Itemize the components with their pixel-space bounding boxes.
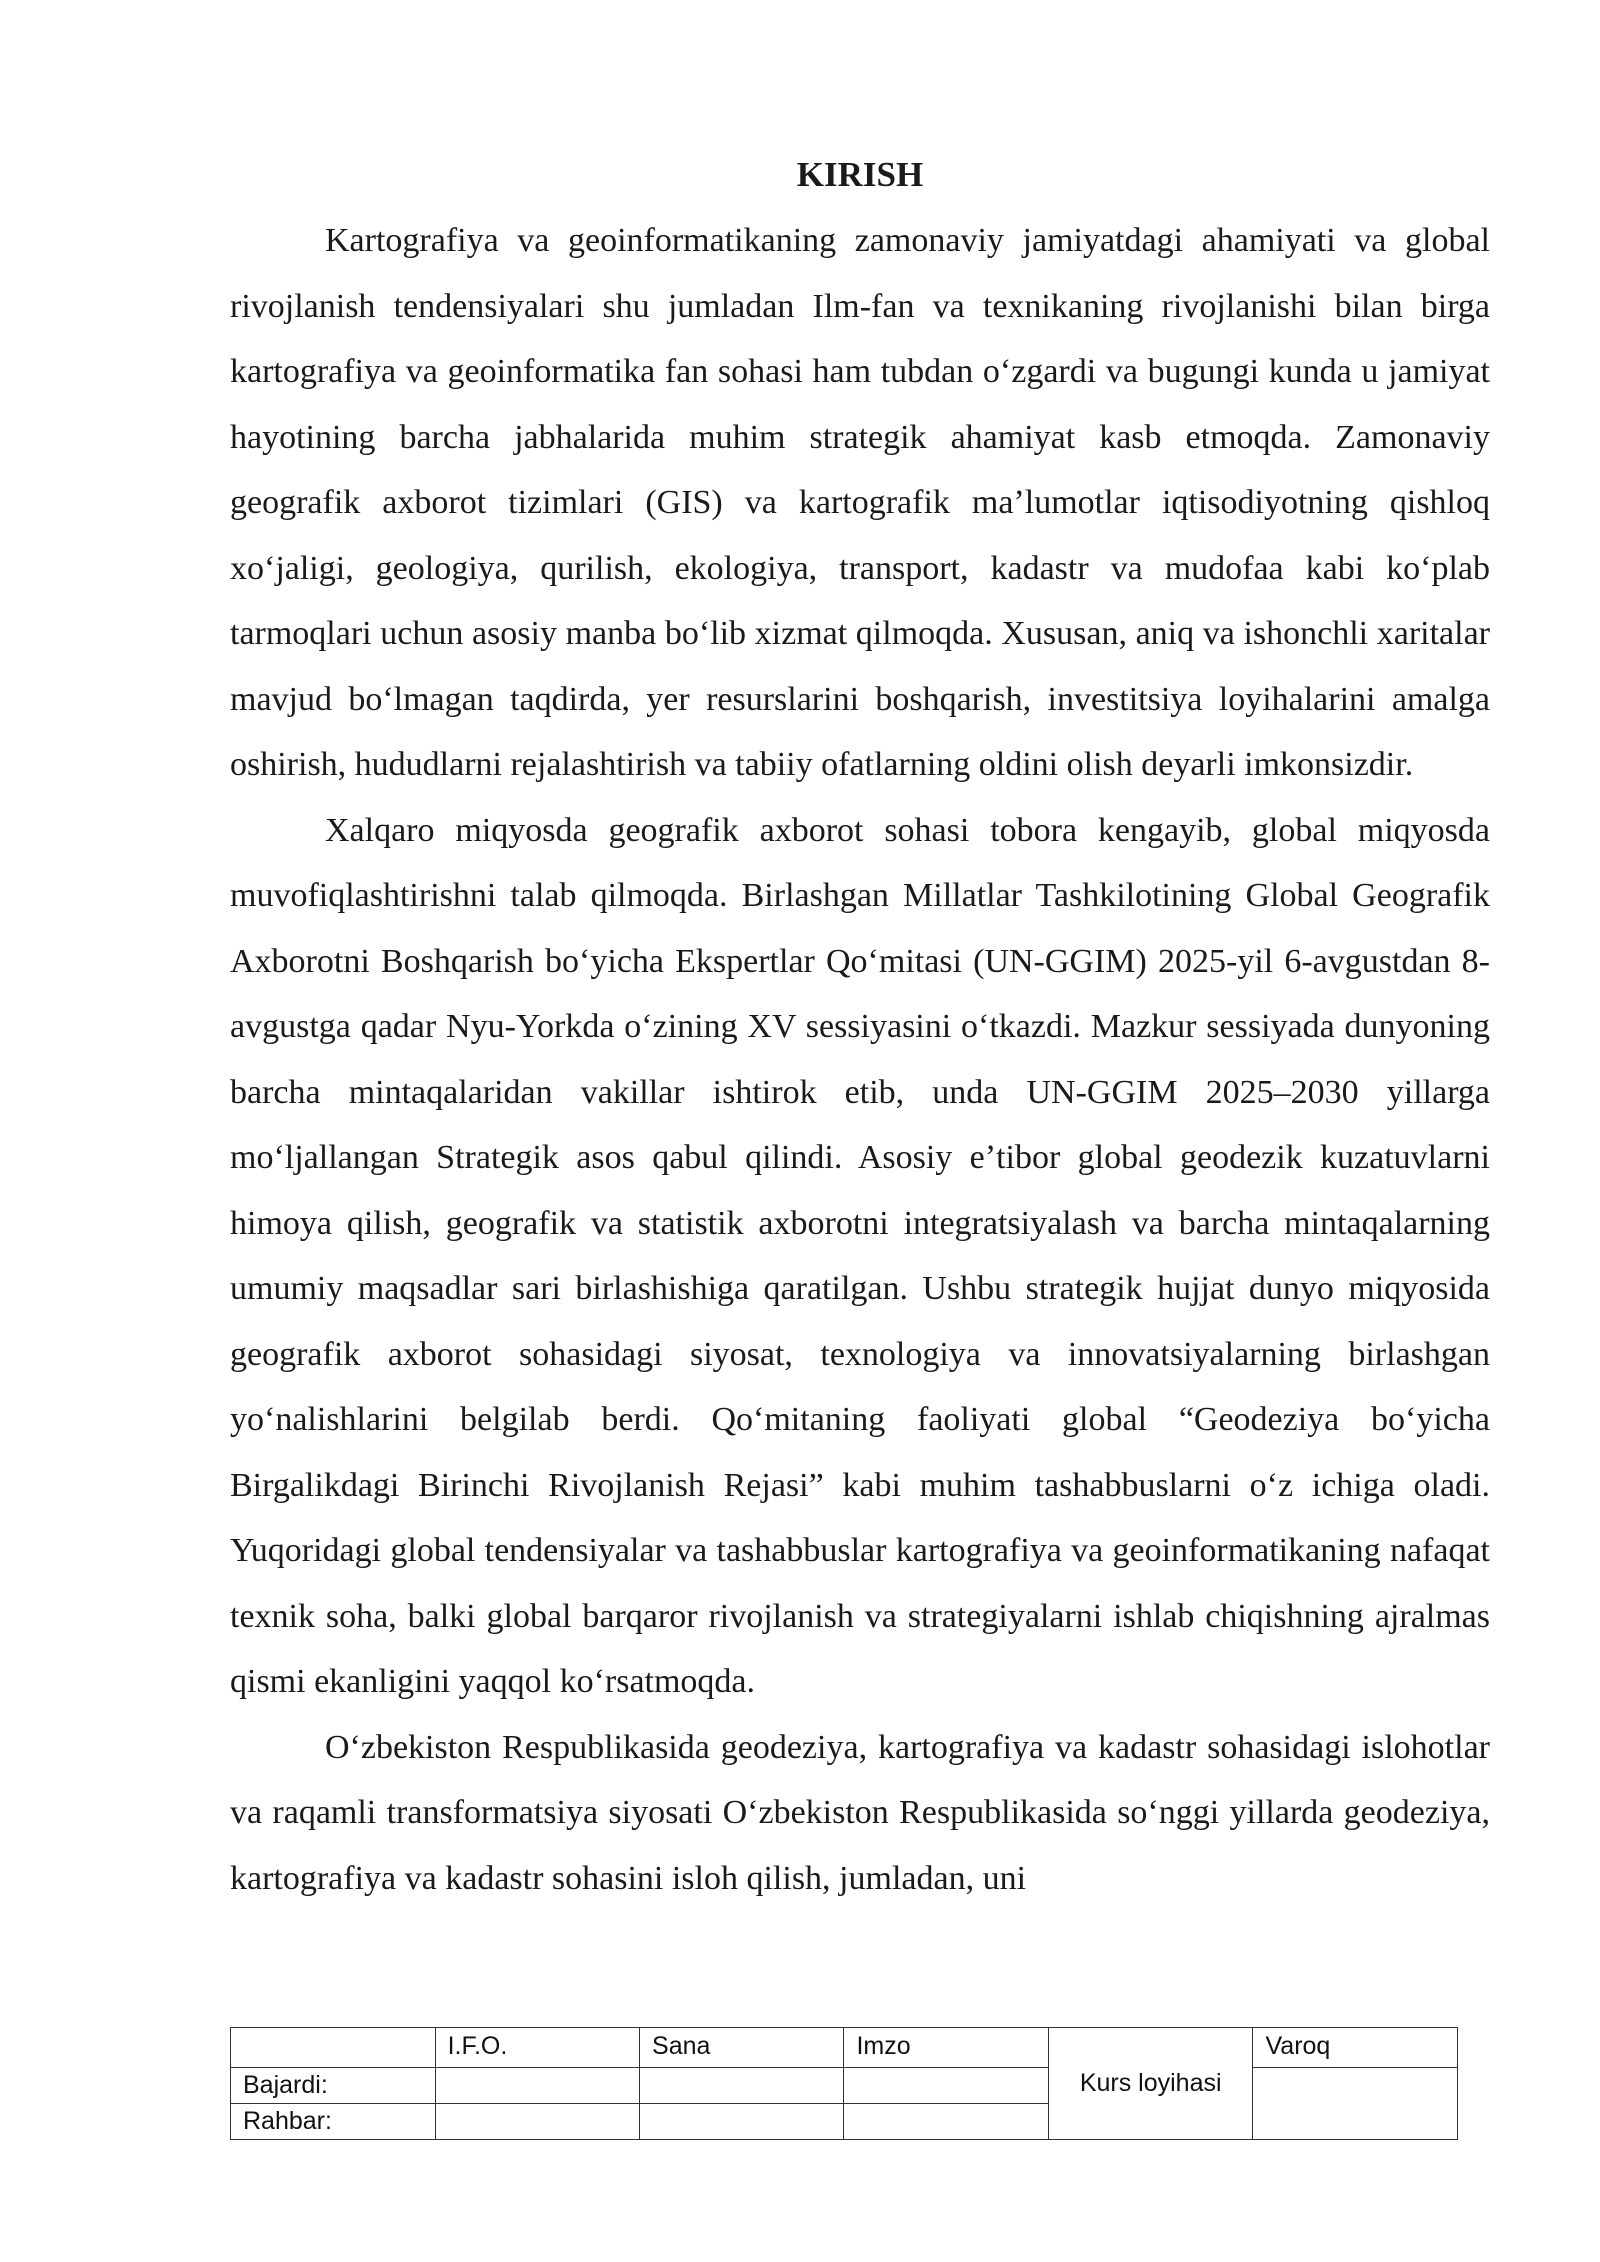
varoq-value-cell: [1253, 2068, 1458, 2140]
title-block-header-row: [231, 2028, 1458, 2068]
bajardi-sana-cell: [640, 2068, 844, 2104]
rahbar-sana-cell: [640, 2104, 844, 2140]
kurs-loyihasi-cell: Kurs loyihasi: [1048, 2028, 1253, 2140]
header-ifo: I.F.O.: [435, 2028, 639, 2068]
row-label-bajardi: Bajardi:: [231, 2068, 436, 2104]
paragraph-3: Oʻzbekiston Respublikasida geodeziya, kartografiya va kadastr sohasidagi islohotlar va raqamli transformatsiya siyosati Oʻzbekiston Respublikasida soʻnggi yillarda geodeziya, kartografiya va kadastr sohasini isloh qilish, jumladan, uni: [230, 1728, 1490, 1897]
header-sana: Sana: [640, 2028, 844, 2068]
header-imzo: Imzo: [844, 2028, 1048, 2068]
title-block-table: [230, 2027, 1458, 2140]
section-title: KIRISH: [796, 155, 924, 194]
title-block-row-bajardi: [231, 2068, 1458, 2104]
paragraph-1: Kartografiya va geoinformatikaning zamonaviy jamiyatdagi ahamiyati va global rivojlanish tendensiyalari shu jumladan Ilm-fan va texnikaning rivojlanishi bilan birga kartografiya va geoinformatika fan sohasi ham tubdan oʻzgardi va bugungi kunda u jamiyat hayotining barcha jabhalarida muhim strategik ahamiyat kasb etmoqda. Zamonaviy geografik axborot tizimlari (GIS) va kartografik maʼlumotlar iqtisodiyotning qishloq xoʻjaligi, geologiya, qurilish, ekologiya, transport, kadastr va mudofaa kabi koʻplab tarmoqlari uchun asosiy manba boʻlib xizmat qilmoqda. Xususan, aniq va ishonchli xaritalar mavjud boʻlmagan taqdirda, yer resurslarini boshqarish, investitsiya loyihalarini amalga oshirish, hududlarni rejalashtirish va tabiiy ofatlarning oldini olish deyarli imkonsizdir.: [230, 222, 1490, 783]
rahbar-imzo-cell: [844, 2104, 1048, 2140]
paragraph-2: Xalqaro miqyosda geografik axborot sohasi tobora kengayib, global miqyosda muvofiqlashtirishni talab qilmoqda. Birlashgan Millatlar Tashkilotining Global Geografik Axborotni Boshqarish boʻyicha Ekspertlar Qoʻmitasi (UN-GGIM) 2025-yil 6-avgustdan 8-avgustga qadar Nyu-Yorkda oʻzining XV sessiyasini oʻtkazdi. Mazkur sessiyada dunyoning barcha mintaqalaridan vakillar ishtirok etib, unda UN-GGIM 2025–2030 yillarga moʻljallangan Strategik asos qabul qilindi. Asosiy eʼtibor global geodezik kuzatuvlarni himoya qilish, geografik va statistik axborotni integratsiyalash va barcha mintaqalarning umumiy maqsadlar sari birlashishiga qaratilgan. Ushbu strategik hujjat dunyo miqyosida geografik axborot sohasidagi siyosat, texnologiya va innovatsiyalarning birlashgan yoʻnalishlarini belgilab berdi. Qoʻmitaning faoliyati global “Geodeziya boʻyicha Birgalikdagi Birinchi Rivojlanish Rejasi” kabi muhim tashabbuslarni oʻz ichiga oladi. Yuqoridagi global tendensiyalar va tashabbuslar kartografiya va geoinformatikaning nafaqat texnik soha, balki global barqaror rivojlanish va strategiyalarni ishlab chiqishning ajralmas qismi ekanligini yaqqol koʻrsatmoqda.: [230, 811, 1490, 1700]
row-label-rahbar: Rahbar:: [231, 2104, 436, 2140]
title-block-empty-cell: [231, 2028, 436, 2068]
document-page: [230, 150, 1490, 1911]
rahbar-ifo-cell: [435, 2104, 639, 2140]
header-varoq: Varoq: [1253, 2028, 1458, 2068]
bajardi-imzo-cell: [844, 2068, 1048, 2104]
bajardi-ifo-cell: [435, 2068, 639, 2104]
